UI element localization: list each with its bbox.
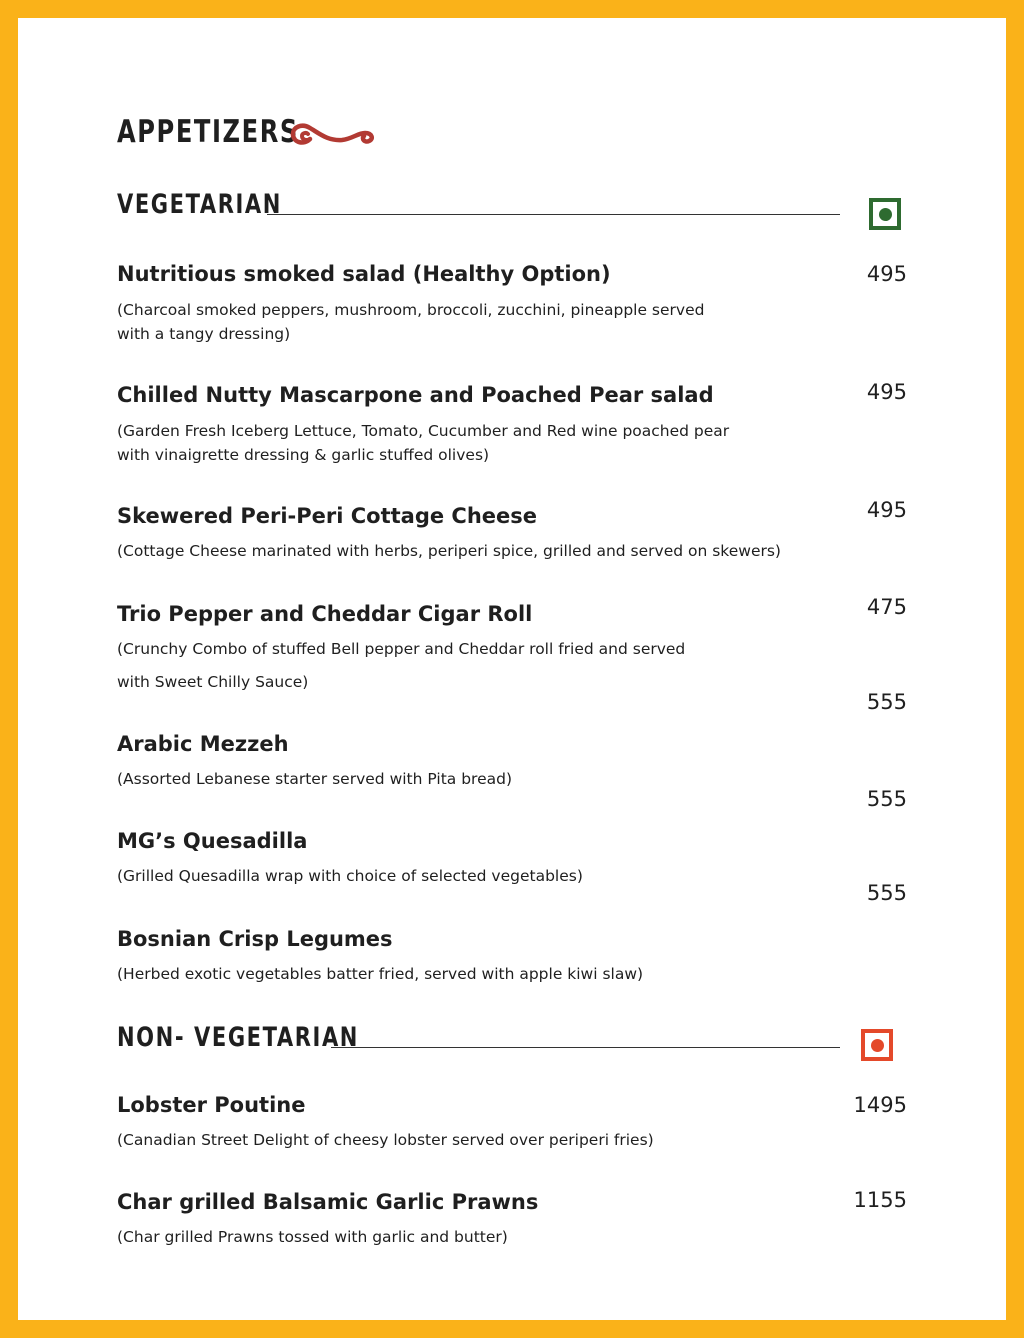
menu-item-name: Trio Pepper and Cheddar Cigar Roll [117, 602, 533, 626]
menu-item-price: 555 [866, 787, 907, 811]
menu-item-price: 555 [866, 881, 907, 905]
menu-item-description-continued: with Sweet Chilly Sauce) [117, 673, 309, 691]
menu-item-description: (Charcoal smoked peppers, mushroom, broccoli, zucchini, pineapple served with a tangy dressing) [117, 301, 705, 343]
menu-item-name: Bosnian Crisp Legumes [117, 927, 393, 951]
menu-item-name: MG’s Quesadilla [117, 829, 308, 853]
veg-symbol-icon [869, 198, 901, 230]
menu-item-description: (Canadian Street Delight of cheesy lobster served over periperi fries) [117, 1131, 654, 1149]
menu-item-name: Lobster Poutine [117, 1093, 306, 1117]
menu-item-price: 495 [866, 262, 907, 286]
menu-item-description: (Assorted Lebanese starter served with Pita bread) [117, 770, 512, 788]
menu-item-price: 1155 [853, 1188, 907, 1212]
section-heading-vegetarian: VEGETARIAN [117, 189, 282, 220]
swirl-ornament-icon [288, 119, 376, 151]
section-divider [267, 214, 840, 215]
menu-item-name: Nutritious smoked salad (Healthy Option) [117, 262, 611, 286]
menu-item-description: (Grilled Quesadilla wrap with choice of selected vegetables) [117, 867, 583, 885]
section-divider [331, 1047, 840, 1048]
menu-item-price: 555 [866, 690, 907, 714]
menu-item-description: (Cottage Cheese marinated with herbs, periperi spice, grilled and served on skewers) [117, 542, 781, 560]
non-veg-symbol-icon [861, 1029, 893, 1061]
section-heading-non-vegetarian: NON- VEGETARIAN [117, 1022, 359, 1053]
menu-item-name: Arabic Mezzeh [117, 732, 289, 756]
menu-item-price: 1495 [853, 1093, 907, 1117]
menu-item-description: (Garden Fresh Iceberg Lettuce, Tomato, Cucumber and Red wine poached pear with vinaigrette dressing & garlic stuffed olives) [117, 422, 730, 464]
menu-item-name: Skewered Peri-Peri Cottage Cheese [117, 504, 538, 528]
menu-item-description: (Char grilled Prawns tossed with garlic and butter) [117, 1228, 508, 1246]
menu-item-description: (Herbed exotic vegetables batter fried, served with apple kiwi slaw) [117, 965, 644, 983]
menu-item-price: 495 [866, 498, 907, 522]
menu-item-name: Chilled Nutty Mascarpone and Poached Pear salad [117, 383, 714, 407]
menu-title: APPETIZERS [117, 114, 299, 150]
menu-item-name: Char grilled Balsamic Garlic Prawns [117, 1190, 539, 1214]
menu-item-price: 495 [866, 380, 907, 404]
menu-item-price: 475 [866, 595, 907, 619]
menu-item-description: (Crunchy Combo of stuffed Bell pepper and Cheddar roll fried and served [117, 640, 686, 658]
